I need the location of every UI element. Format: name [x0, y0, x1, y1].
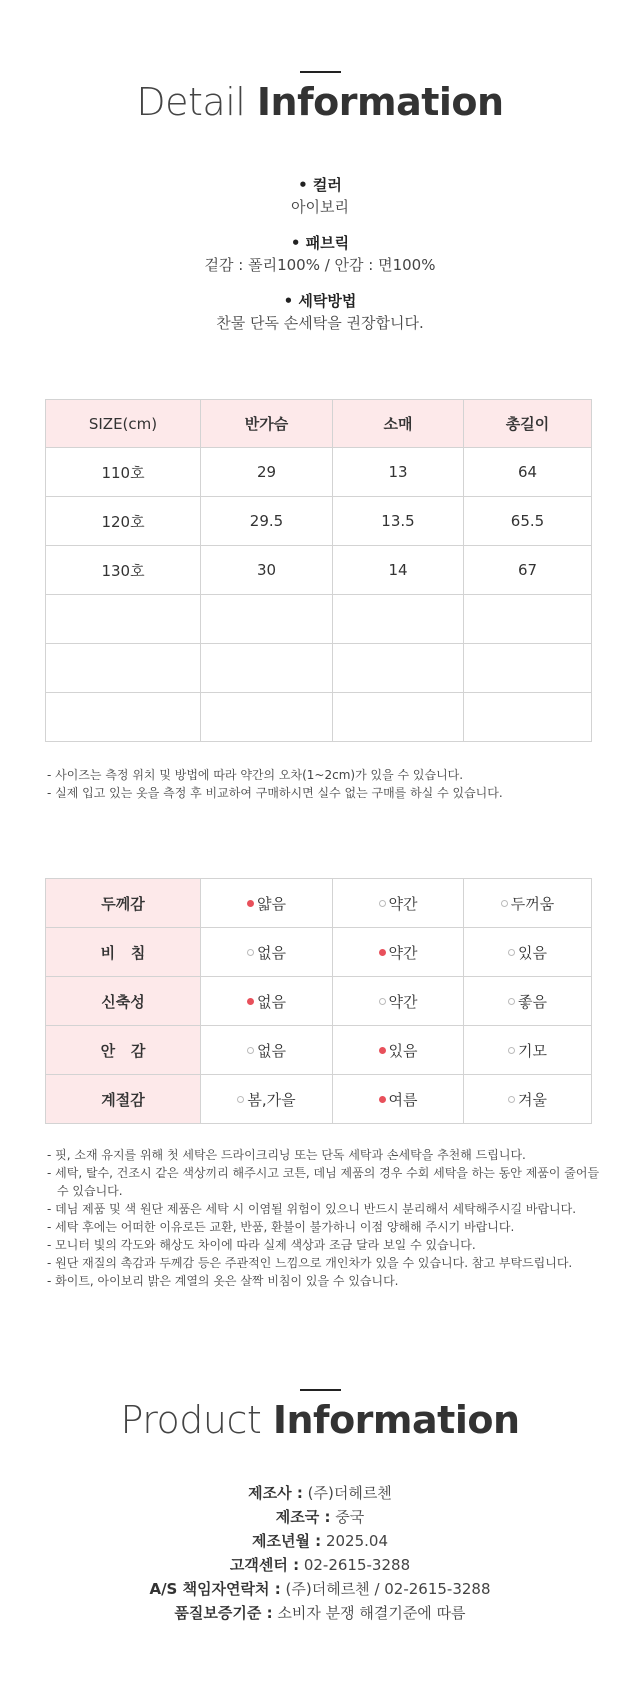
size-row [46, 546, 592, 595]
option-label: 있음 [388, 1041, 418, 1060]
detail-label: • 세탁방법 [283, 292, 357, 310]
detail-item-color [0, 174, 640, 232]
product-info-country [0, 1505, 640, 1529]
attribute-option [464, 977, 592, 1026]
detail-title-light: Detail [136, 80, 257, 124]
option-label: 있음 [518, 943, 547, 962]
attribute-option [464, 879, 592, 928]
care-note: - 세탁 후에는 어떠한 이유로든 교환, 반품, 환불이 불가하니 이점 양해해 주시기 바랍니다. [47, 1220, 515, 1234]
product-information-title [0, 1398, 640, 1442]
size-cell [333, 693, 464, 742]
size-header-cell: 총길이 [464, 400, 592, 448]
detail-label: • 컬러 [298, 176, 342, 194]
detail-title-bold: Information [256, 80, 504, 124]
option-label: 약간 [388, 943, 418, 962]
info-value: (주)더헤르첸 / 02-2615-3288 [280, 1580, 491, 1598]
detail-value: 겉감 : 폴리100% / 안감 : 면100% [204, 256, 436, 274]
care-notes [47, 1146, 607, 1290]
detail-value: 아이보리 [291, 198, 349, 216]
size-cell [46, 644, 201, 693]
option-dot-icon [501, 900, 508, 907]
size-cell [464, 595, 592, 644]
option-dot-icon [508, 1096, 515, 1103]
option-dot-icon [379, 1096, 386, 1103]
attribute-row-sheerness [46, 928, 592, 977]
size-cell [333, 595, 464, 644]
option-dot-icon [508, 949, 515, 956]
size-row [46, 693, 592, 742]
attribute-row-stretch [46, 977, 592, 1026]
size-cell [201, 693, 333, 742]
info-key: 제조사 : [248, 1484, 303, 1502]
attribute-option [333, 977, 464, 1026]
attribute-option [201, 1026, 333, 1075]
option-dot-icon [379, 1047, 386, 1054]
option-dot-icon [508, 1047, 515, 1054]
attribute-option [201, 879, 333, 928]
size-table-header-row [46, 400, 592, 448]
product-info-date [0, 1529, 640, 1553]
info-value: 중국 [330, 1508, 365, 1526]
option-dot-icon [247, 1047, 254, 1054]
product-info-warranty [0, 1601, 640, 1625]
attribute-label: 두께감 [46, 879, 201, 928]
attribute-label: 신축성 [46, 977, 201, 1026]
size-notes [47, 766, 607, 802]
size-cell: 14 [333, 546, 464, 595]
option-label: 없음 [257, 1041, 286, 1060]
attribute-option [333, 1026, 464, 1075]
option-dot-icon [237, 1096, 244, 1103]
attribute-option [464, 1026, 592, 1075]
size-header-cell: SIZE(cm) [46, 400, 201, 448]
size-cell: 130호 [46, 546, 201, 595]
attribute-option [201, 1075, 333, 1124]
size-cell [333, 644, 464, 693]
size-table [45, 399, 592, 742]
attribute-row-lining [46, 1026, 592, 1075]
detail-list [0, 174, 640, 348]
option-dot-icon [379, 998, 386, 1005]
attribute-option [333, 879, 464, 928]
size-note: - 실제 입고 있는 옷을 측정 후 비교하여 구매하시면 실수 없는 구매를 하실 수 있습니다. [47, 786, 503, 800]
size-cell: 13 [333, 448, 464, 497]
detail-item-fabric [0, 232, 640, 290]
size-cell: 30 [201, 546, 333, 595]
size-cell [46, 693, 201, 742]
option-label: 얇음 [257, 894, 286, 913]
size-header-cell: 반가슴 [201, 400, 333, 448]
info-key: A/S 책임자연락처 : [149, 1580, 281, 1598]
option-label: 약간 [388, 992, 418, 1011]
option-dot-icon [247, 949, 254, 956]
product-title-bold: Information [272, 1398, 520, 1442]
size-cell: 120호 [46, 497, 201, 546]
title-divider-bar [300, 71, 341, 73]
info-key: 제조년월 : [252, 1532, 322, 1550]
detail-value: 찬물 단독 손세탁을 권장합니다. [216, 314, 424, 332]
option-label: 좋음 [518, 992, 547, 1011]
size-cell: 110호 [46, 448, 201, 497]
size-cell [464, 693, 592, 742]
attribute-option [201, 977, 333, 1026]
size-header-cell: 소매 [333, 400, 464, 448]
care-note: - 원단 재질의 촉감과 두께감 등은 주관적인 느낌으로 개인차가 있을 수 있습니다. 참고 부탁드립니다. [47, 1256, 573, 1270]
product-info-customer-center [0, 1553, 640, 1577]
option-label: 없음 [257, 992, 286, 1011]
attribute-option [201, 928, 333, 977]
size-cell [201, 644, 333, 693]
care-note: - 모니터 빛의 각도와 해상도 차이에 따라 실제 색상과 조금 달라 보일 수 있습니다. [47, 1238, 476, 1252]
info-key: 제조국 : [275, 1508, 331, 1526]
option-dot-icon [247, 900, 254, 907]
attribute-label: 안 감 [46, 1026, 201, 1075]
attribute-option [333, 1075, 464, 1124]
option-label: 두꺼움 [510, 894, 555, 913]
info-value: 2025.04 [321, 1532, 388, 1550]
option-dot-icon [508, 998, 515, 1005]
size-cell [464, 644, 592, 693]
option-label: 봄,가을 [247, 1090, 296, 1109]
size-cell: 64 [464, 448, 592, 497]
attribute-label: 비 침 [46, 928, 201, 977]
size-cell: 13.5 [333, 497, 464, 546]
size-note: - 사이즈는 측정 위치 및 방법에 따라 약간의 오차(1~2cm)가 있을 수 있습니다. [47, 768, 464, 782]
option-label: 겨울 [518, 1090, 547, 1109]
option-label: 기모 [518, 1041, 547, 1060]
size-row [46, 448, 592, 497]
info-key: 품질보증기준 : [174, 1604, 273, 1622]
option-dot-icon [379, 900, 386, 907]
care-note: - 핏, 소재 유지를 위해 첫 세탁은 드라이크리닝 또는 단독 세탁과 손세탁을 추천해 드립니다. [47, 1148, 526, 1162]
size-cell: 67 [464, 546, 592, 595]
attribute-option [464, 928, 592, 977]
attribute-option [333, 928, 464, 977]
care-note: - 데님 제품 및 색 원단 제품은 세탁 시 이염될 위험이 있으니 반드시 분리해서 세탁해주시길 바랍니다. [47, 1202, 577, 1216]
info-key: 고객센터 : [229, 1556, 300, 1574]
attribute-option [464, 1075, 592, 1124]
product-info-manufacturer [0, 1481, 640, 1505]
attribute-row-thickness [46, 879, 592, 928]
product-info-as-contact [0, 1577, 640, 1601]
option-label: 없음 [257, 943, 286, 962]
size-cell: 29.5 [201, 497, 333, 546]
info-value: 소비자 분쟁 해결기준에 따름 [272, 1604, 466, 1622]
size-cell [46, 595, 201, 644]
size-cell: 65.5 [464, 497, 592, 546]
option-dot-icon [379, 949, 386, 956]
size-row [46, 644, 592, 693]
product-title-light: Product [120, 1398, 273, 1442]
detail-information-title [0, 80, 640, 124]
attribute-row-season [46, 1075, 592, 1124]
attribute-table [45, 878, 592, 1124]
info-value: (주)더헤르첸 [302, 1484, 392, 1502]
size-row [46, 497, 592, 546]
care-note: - 화이트, 아이보리 밝은 계열의 옷은 살짝 비침이 있을 수 있습니다. [47, 1274, 399, 1288]
size-row [46, 595, 592, 644]
detail-label: • 패브릭 [290, 234, 350, 252]
option-dot-icon [247, 998, 254, 1005]
care-note: - 세탁, 탈수, 건조시 같은 색상끼리 해주시고 코튼, 데님 제품의 경우 수회 세탁을 하는 동안 제품이 줄어들 수 있습니다. [47, 1166, 600, 1198]
product-info-list [0, 1481, 640, 1625]
detail-item-washing [0, 290, 640, 348]
size-cell: 29 [201, 448, 333, 497]
attribute-label: 계절감 [46, 1075, 201, 1124]
size-cell [201, 595, 333, 644]
info-value: 02-2615-3288 [299, 1556, 411, 1574]
option-label: 여름 [388, 1090, 418, 1109]
option-label: 약간 [388, 894, 418, 913]
title-divider-bar [300, 1389, 341, 1391]
